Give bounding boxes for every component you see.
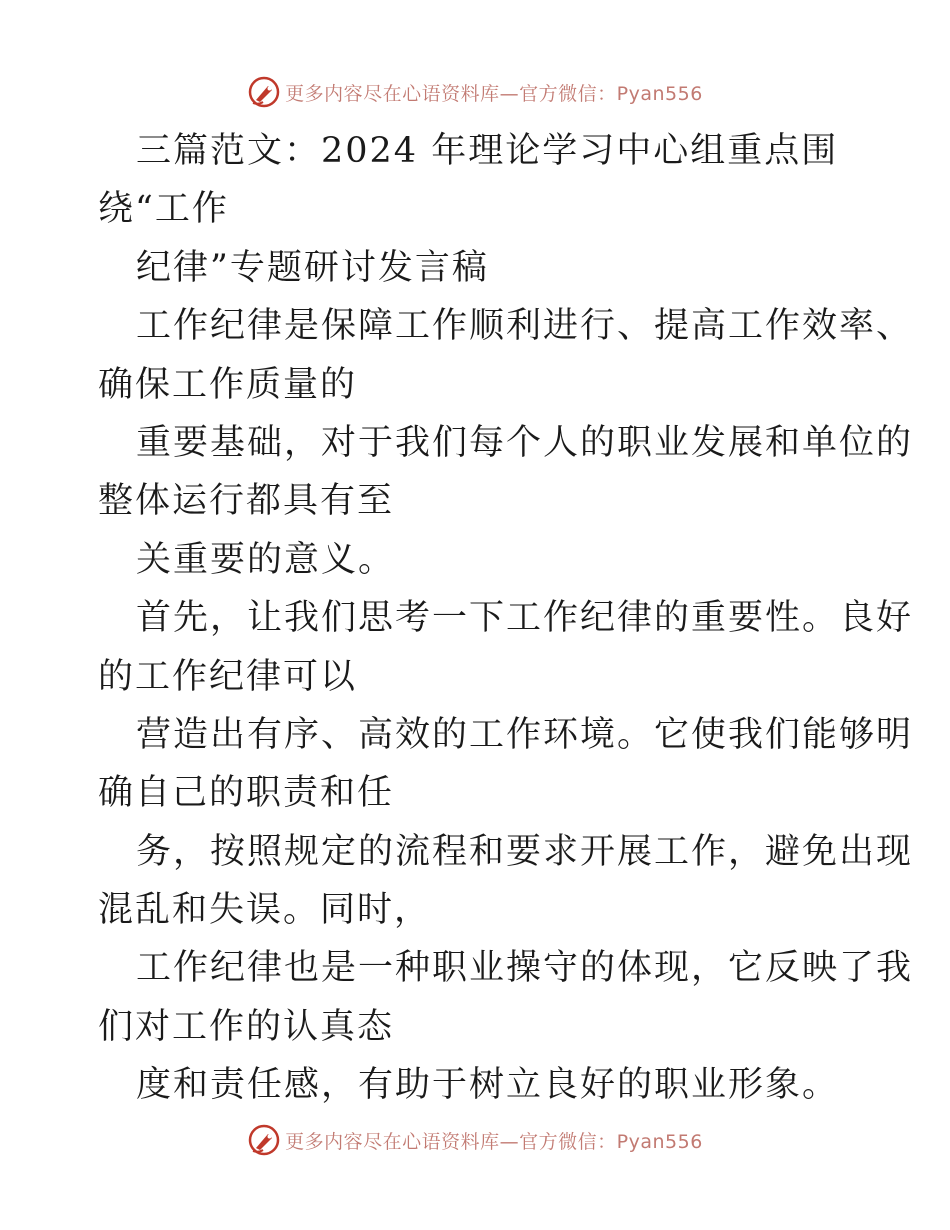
text-line: 重要基础，对于我们每个人的职业发展和单位的: [136, 422, 914, 463]
text-line: 确保工作质量的: [98, 364, 358, 405]
text-line: 营造出有序、高效的工作环境。它使我们能够明: [136, 714, 914, 755]
text-line: 的工作纪律可以: [98, 656, 358, 697]
pen-nib-circle-icon: [247, 75, 281, 109]
text-line: 务，按照规定的流程和要求开展工作，避免出现: [136, 831, 914, 872]
text-line: 首先，让我们思考一下工作纪律的重要性。良好: [136, 598, 914, 639]
text-line: 纪律”专题研讨发言稿: [136, 247, 489, 288]
pen-nib-circle-icon: [247, 1123, 281, 1157]
watermark-footer: [0, 1120, 950, 1160]
document-body: [98, 122, 914, 1115]
text-line: 整体运行都具有至: [98, 481, 395, 522]
watermark-header: [0, 72, 950, 112]
text-line: 三篇范文：2024 年理论学习中心组重点围: [136, 131, 839, 171]
text-line: 工作纪律是保障工作顺利进行、提高工作效率、: [136, 306, 914, 347]
text-line: 们对工作的认真态: [98, 1006, 395, 1047]
text-line: 确自己的职责和任: [98, 773, 395, 814]
text-line: 关重要的意义。: [136, 539, 396, 580]
text-line: 度和责任感，有助于树立良好的职业形象。: [136, 1065, 840, 1106]
text-line: 工作纪律也是一种职业操守的体现，它反映了我: [136, 948, 914, 989]
watermark-text: 更多内容尽在心语资料库—官方微信：Pyan556: [285, 1130, 703, 1153]
text-line: 混乱和失误。同时，: [98, 890, 432, 931]
watermark-text: 更多内容尽在心语资料库—官方微信：Pyan556: [285, 82, 703, 105]
text-line: 绕“工作: [98, 189, 229, 230]
